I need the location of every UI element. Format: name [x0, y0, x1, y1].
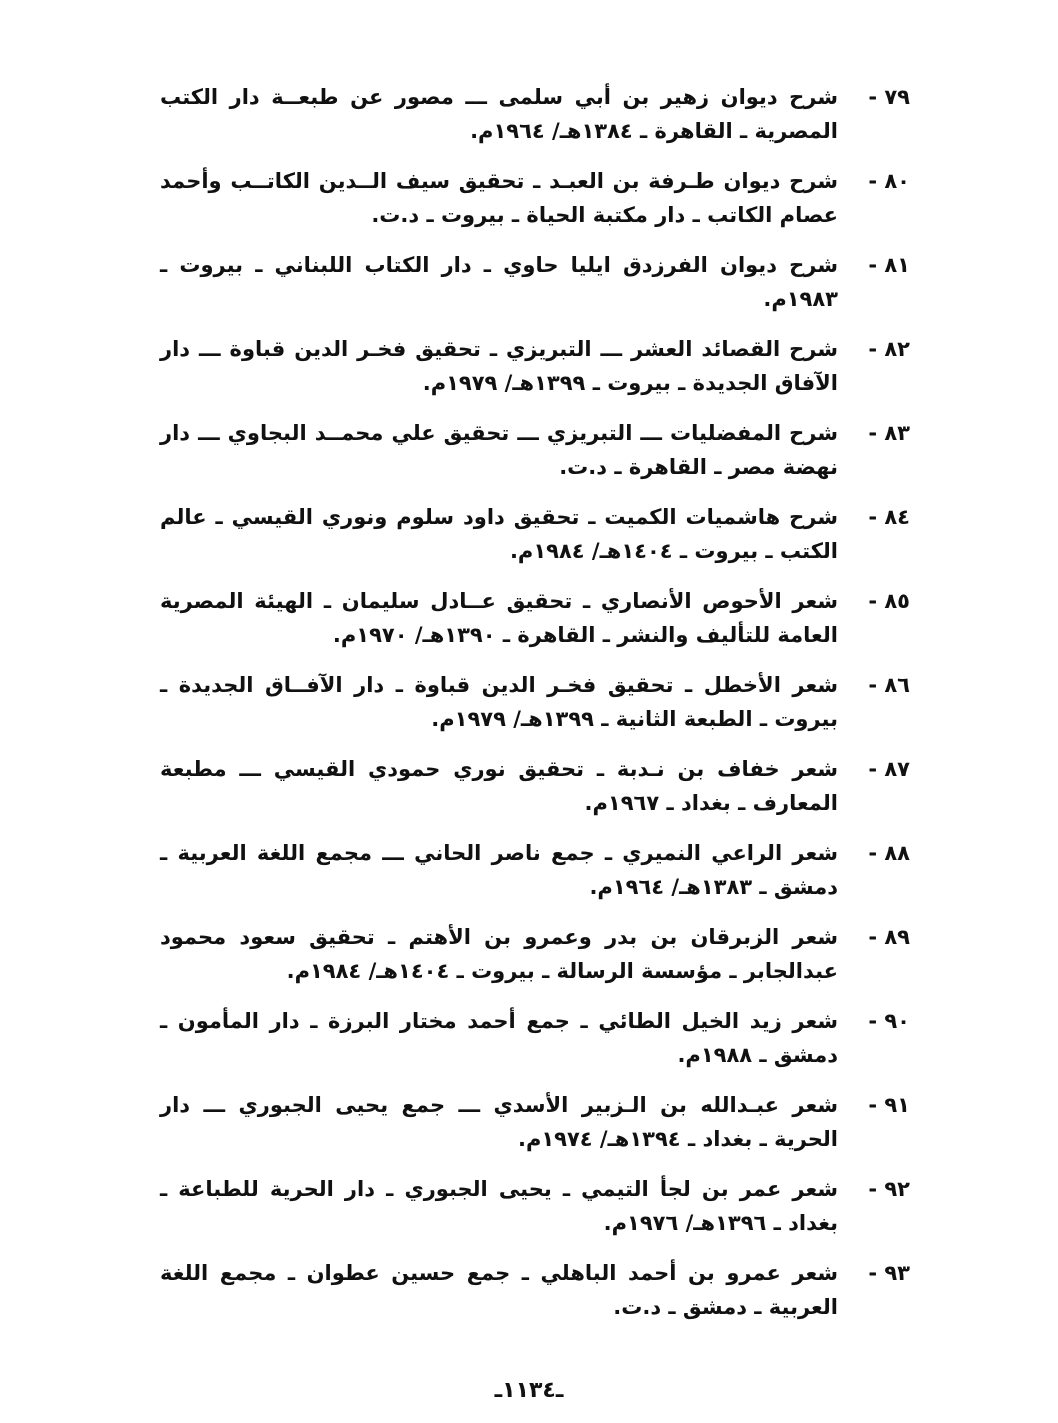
- entry-number: ٨٦ -: [868, 673, 910, 697]
- entry-text: شرح المفضليات ـــ التبريزي ـــ تحقيق علي محمــد البجاوي ـــ دار نهضة مصر ـ القاهرة ـ د.ت.: [160, 421, 838, 479]
- bibliography-entry: [160, 920, 910, 1004]
- entry-text: شرح ديوان طـرفة بن العبـد ـ تحقيق سيف الــدين الكاتــب وأحمد عصام الكاتب ـ دار مكتبة الحياة ـ بيروت ـ د.ت.: [160, 169, 838, 227]
- entry-number: ٩٠ -: [868, 1009, 910, 1033]
- entry-text: شعر الأخطل ـ تحقيق فخـر الدين قباوة ـ دار الآفــاق الجديدة ـ بيروت ـ الطبعة الثانية ـ ١٣٩٩هـ/ ١٩٧٩م.: [160, 673, 838, 731]
- entry-number: ٨٨ -: [868, 841, 910, 865]
- entry-number: ٨٤ -: [868, 505, 910, 529]
- entry-text: شعر عمر بن لجأ التيمي ـ يحيى الجبوري ـ دار الحرية للطباعة ـ بغداد ـ ١٣٩٦هـ/ ١٩٧٦م.: [160, 1177, 838, 1235]
- entry-text: شعر الراعي النميري ـ جمع ناصر الحاني ـــ مجمع اللغة العربية ـ دمشق ـ ١٣٨٣هـ/ ١٩٦٤م.: [160, 841, 838, 899]
- entry-text: شرح القصائد العشر ـــ التبريزي ـ تحقيق فخـر الدين قباوة ـــ دار الآفاق الجديدة ـ بيروت ـ ١٣٩٩هـ/ ١٩٧٩م.: [160, 337, 838, 395]
- bibliography-entry: [160, 500, 910, 584]
- entry-text: شعر عمرو بن أحمد الباهلي ـ جمع حسين عطوان ـ مجمع اللغة العربية ـ دمشق ـ د.ت.: [160, 1261, 838, 1319]
- entry-number: ٨٢ -: [868, 337, 910, 361]
- entry-number: ٧٩ -: [868, 85, 910, 109]
- entry-number: ٨٧ -: [868, 757, 910, 781]
- entry-number: ٩٢ -: [868, 1177, 910, 1201]
- entry-number: ٨٩ -: [868, 925, 910, 949]
- bibliography-list: [160, 80, 910, 1340]
- entry-number: ٨١ -: [868, 253, 910, 277]
- entry-number: ٨٣ -: [868, 421, 910, 445]
- bibliography-entry: [160, 836, 910, 920]
- bibliography-entry: [160, 164, 910, 248]
- bibliography-entry: [160, 752, 910, 836]
- entry-number: ٨٥ -: [868, 589, 910, 613]
- bibliography-entry: [160, 1172, 910, 1256]
- entry-text: شعر خفاف بن نـدبة ـ تحقيق نوري حمودي القيسي ـــ مطبعة المعارف ـ بغداد ـ ١٩٦٧م.: [160, 757, 838, 815]
- bibliography-entry: [160, 1256, 910, 1340]
- bibliography-entry: [160, 1004, 910, 1088]
- bibliography-entry: [160, 416, 910, 500]
- entry-text: شرح ديوان الفرزدق ايليا حاوي ـ دار الكتاب اللبناني ـ بيروت ـ ١٩٨٣م.: [160, 253, 838, 311]
- entry-text: شعر زيد الخيل الطائي ـ جمع أحمد مختار البرزة ـ دار المأمون ـ دمشق ـ ١٩٨٨م.: [160, 1009, 838, 1067]
- entry-number: ٩١ -: [868, 1093, 910, 1117]
- entry-text: شعر الأحوص الأنصاري ـ تحقيق عــادل سليمان ـ الهيئة المصرية العامة للتأليف والنشر ـ القاهرة ـ ١٣٩٠هـ/ ١٩٧٠م.: [160, 589, 838, 647]
- page-number: ـ١١٣٤ـ: [494, 1378, 564, 1403]
- entry-number: ٨٠ -: [868, 169, 910, 193]
- bibliography-entry: [160, 80, 910, 164]
- bibliography-entry: [160, 1088, 910, 1172]
- bibliography-entry: [160, 248, 910, 332]
- entry-number: ٩٣ -: [868, 1261, 910, 1285]
- bibliography-entry: [160, 332, 910, 416]
- bibliography-entry: [160, 668, 910, 752]
- entry-text: شرح هاشميات الكميت ـ تحقيق داود سلوم ونوري القيسي ـ عالم الكتب ـ بيروت ـ ١٤٠٤هـ/ ١٩٨٤م.: [160, 505, 838, 563]
- entry-text: شعر عبـدالله بن الـزبير الأسدي ـــ جمع يحيى الجبوري ـــ دار الحرية ـ بغداد ـ ١٣٩٤هـ/ ١٩٧٤م.: [160, 1093, 838, 1151]
- entry-text: شعر الزبرقان بن بدر وعمرو بن الأهتم ـ تحقيق سعود محمود عبدالجابر ـ مؤسسة الرسالة ـ بيروت ـ ١٤٠٤هـ/ ١٩٨٤م.: [160, 925, 838, 983]
- entry-text: شرح ديوان زهير بن أبي سلمى ـــ مصور عن طبعــة دار الكتب المصرية ـ القاهرة ـ ١٣٨٤هـ/ ١٩٦٤م.: [160, 85, 838, 143]
- bibliography-entry: [160, 584, 910, 668]
